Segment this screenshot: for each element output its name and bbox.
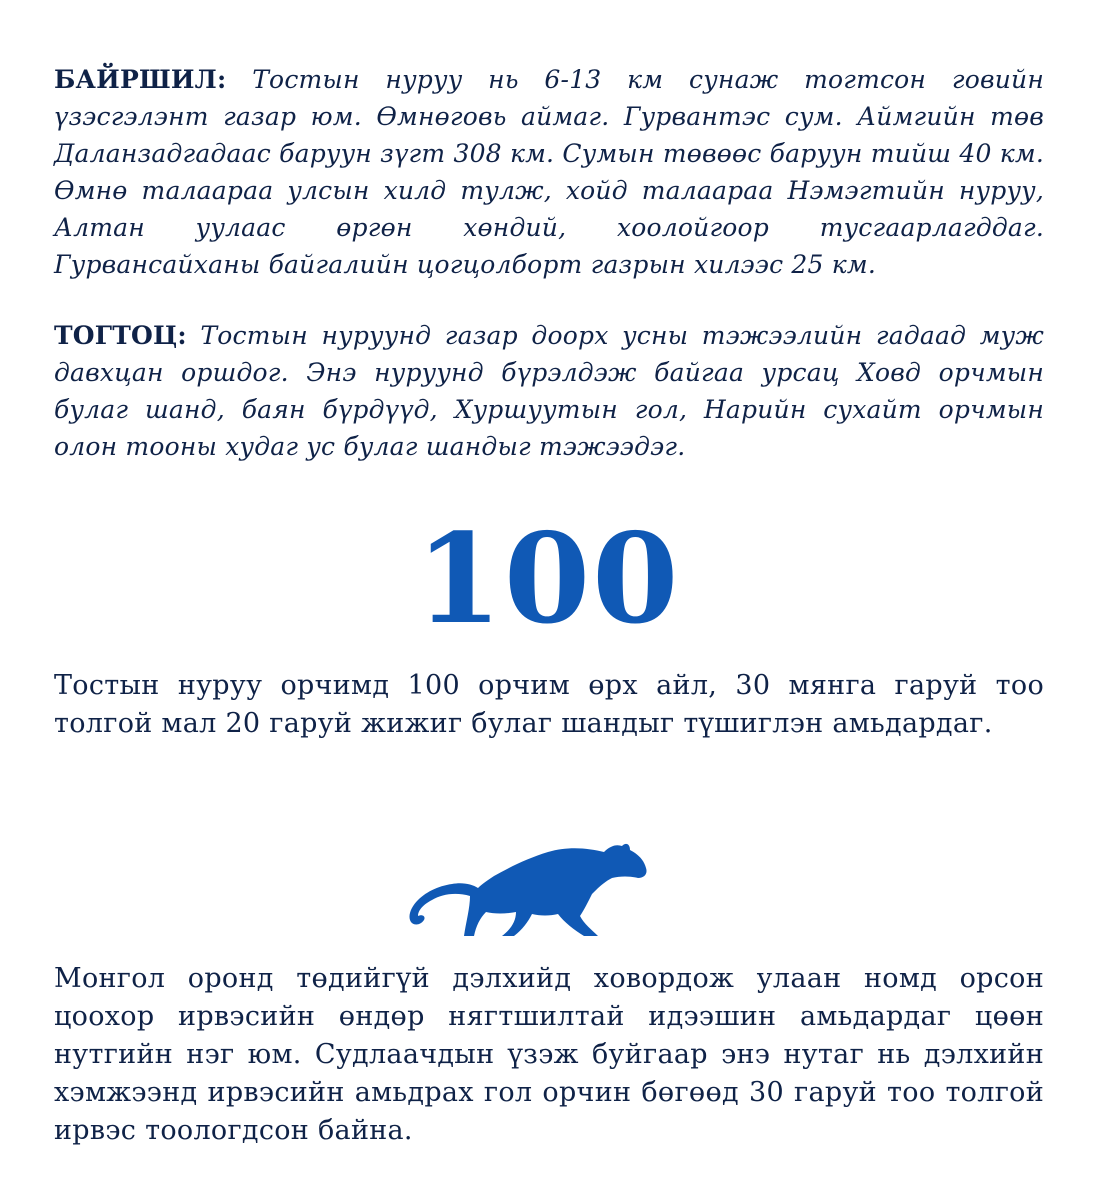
formation-label: ТОГТОЦ: bbox=[54, 321, 187, 350]
highlight-number: 100 bbox=[415, 507, 681, 652]
formation-text: Тостын нуруунд газар доорх усны тэжээлийн гадаад муж давхцан оршдог. Энэ нуруунд бүрэлдэж байгаа урсац Ховд орчмын булаг шанд, баян бүрдүүд, Хуршуутын гол, Нарийн сухайт орчмын олон тооны худаг ус булаг шандыг тэжээдэг. bbox=[54, 321, 1044, 461]
location-paragraph bbox=[54, 61, 1044, 283]
location-label: БАЙРШИЛ: bbox=[54, 65, 227, 94]
households-paragraph: Тостын нуруу орчимд 100 орчим өрх айл, 30 мянга гаруй тоо толгой мал 20 гаруй жижиг булаг шандыг түшиглэн амьдардаг. bbox=[54, 670, 1044, 739]
leopard-paragraph: Монгол оронд төдийгүй дэлхийд ховордож улаан номд орсон цоохор ирвэсийн өндөр нягтшилтай идээшин амьдардаг цөөн нутгийн нэг юм. Судлаачдын үзэж буйгаар энэ нутаг нь дэлхийн хэмжээнд ирвэсийн амьдрах гол орчин бөгөөд 30 гаруй тоо толгой ирвэс тоологдсон байна. bbox=[54, 963, 1044, 1146]
location-text: Тостын нуруу нь 6-13 км сунаж тогтсон говийн үзэсгэлэнт газар юм. Өмнөговь аймаг. Гурвантэс сум. Аймгийн төв Даланзадгадаас баруун зүгт 308 км. Сумын төвөөс баруун тийш 40 км. Өмнө талаараа улсын хилд тулж, хойд талаараа Нэмэгтийн нуруу, Алтан уулаас өргөн хөндий, хоолойгоор тусгаарлагддаг. Гурвансайханы байгалийн цогцолборт газрын хилээс 25 км. bbox=[54, 65, 1044, 279]
snow-leopard-icon bbox=[398, 830, 652, 946]
formation-paragraph bbox=[54, 317, 1044, 465]
